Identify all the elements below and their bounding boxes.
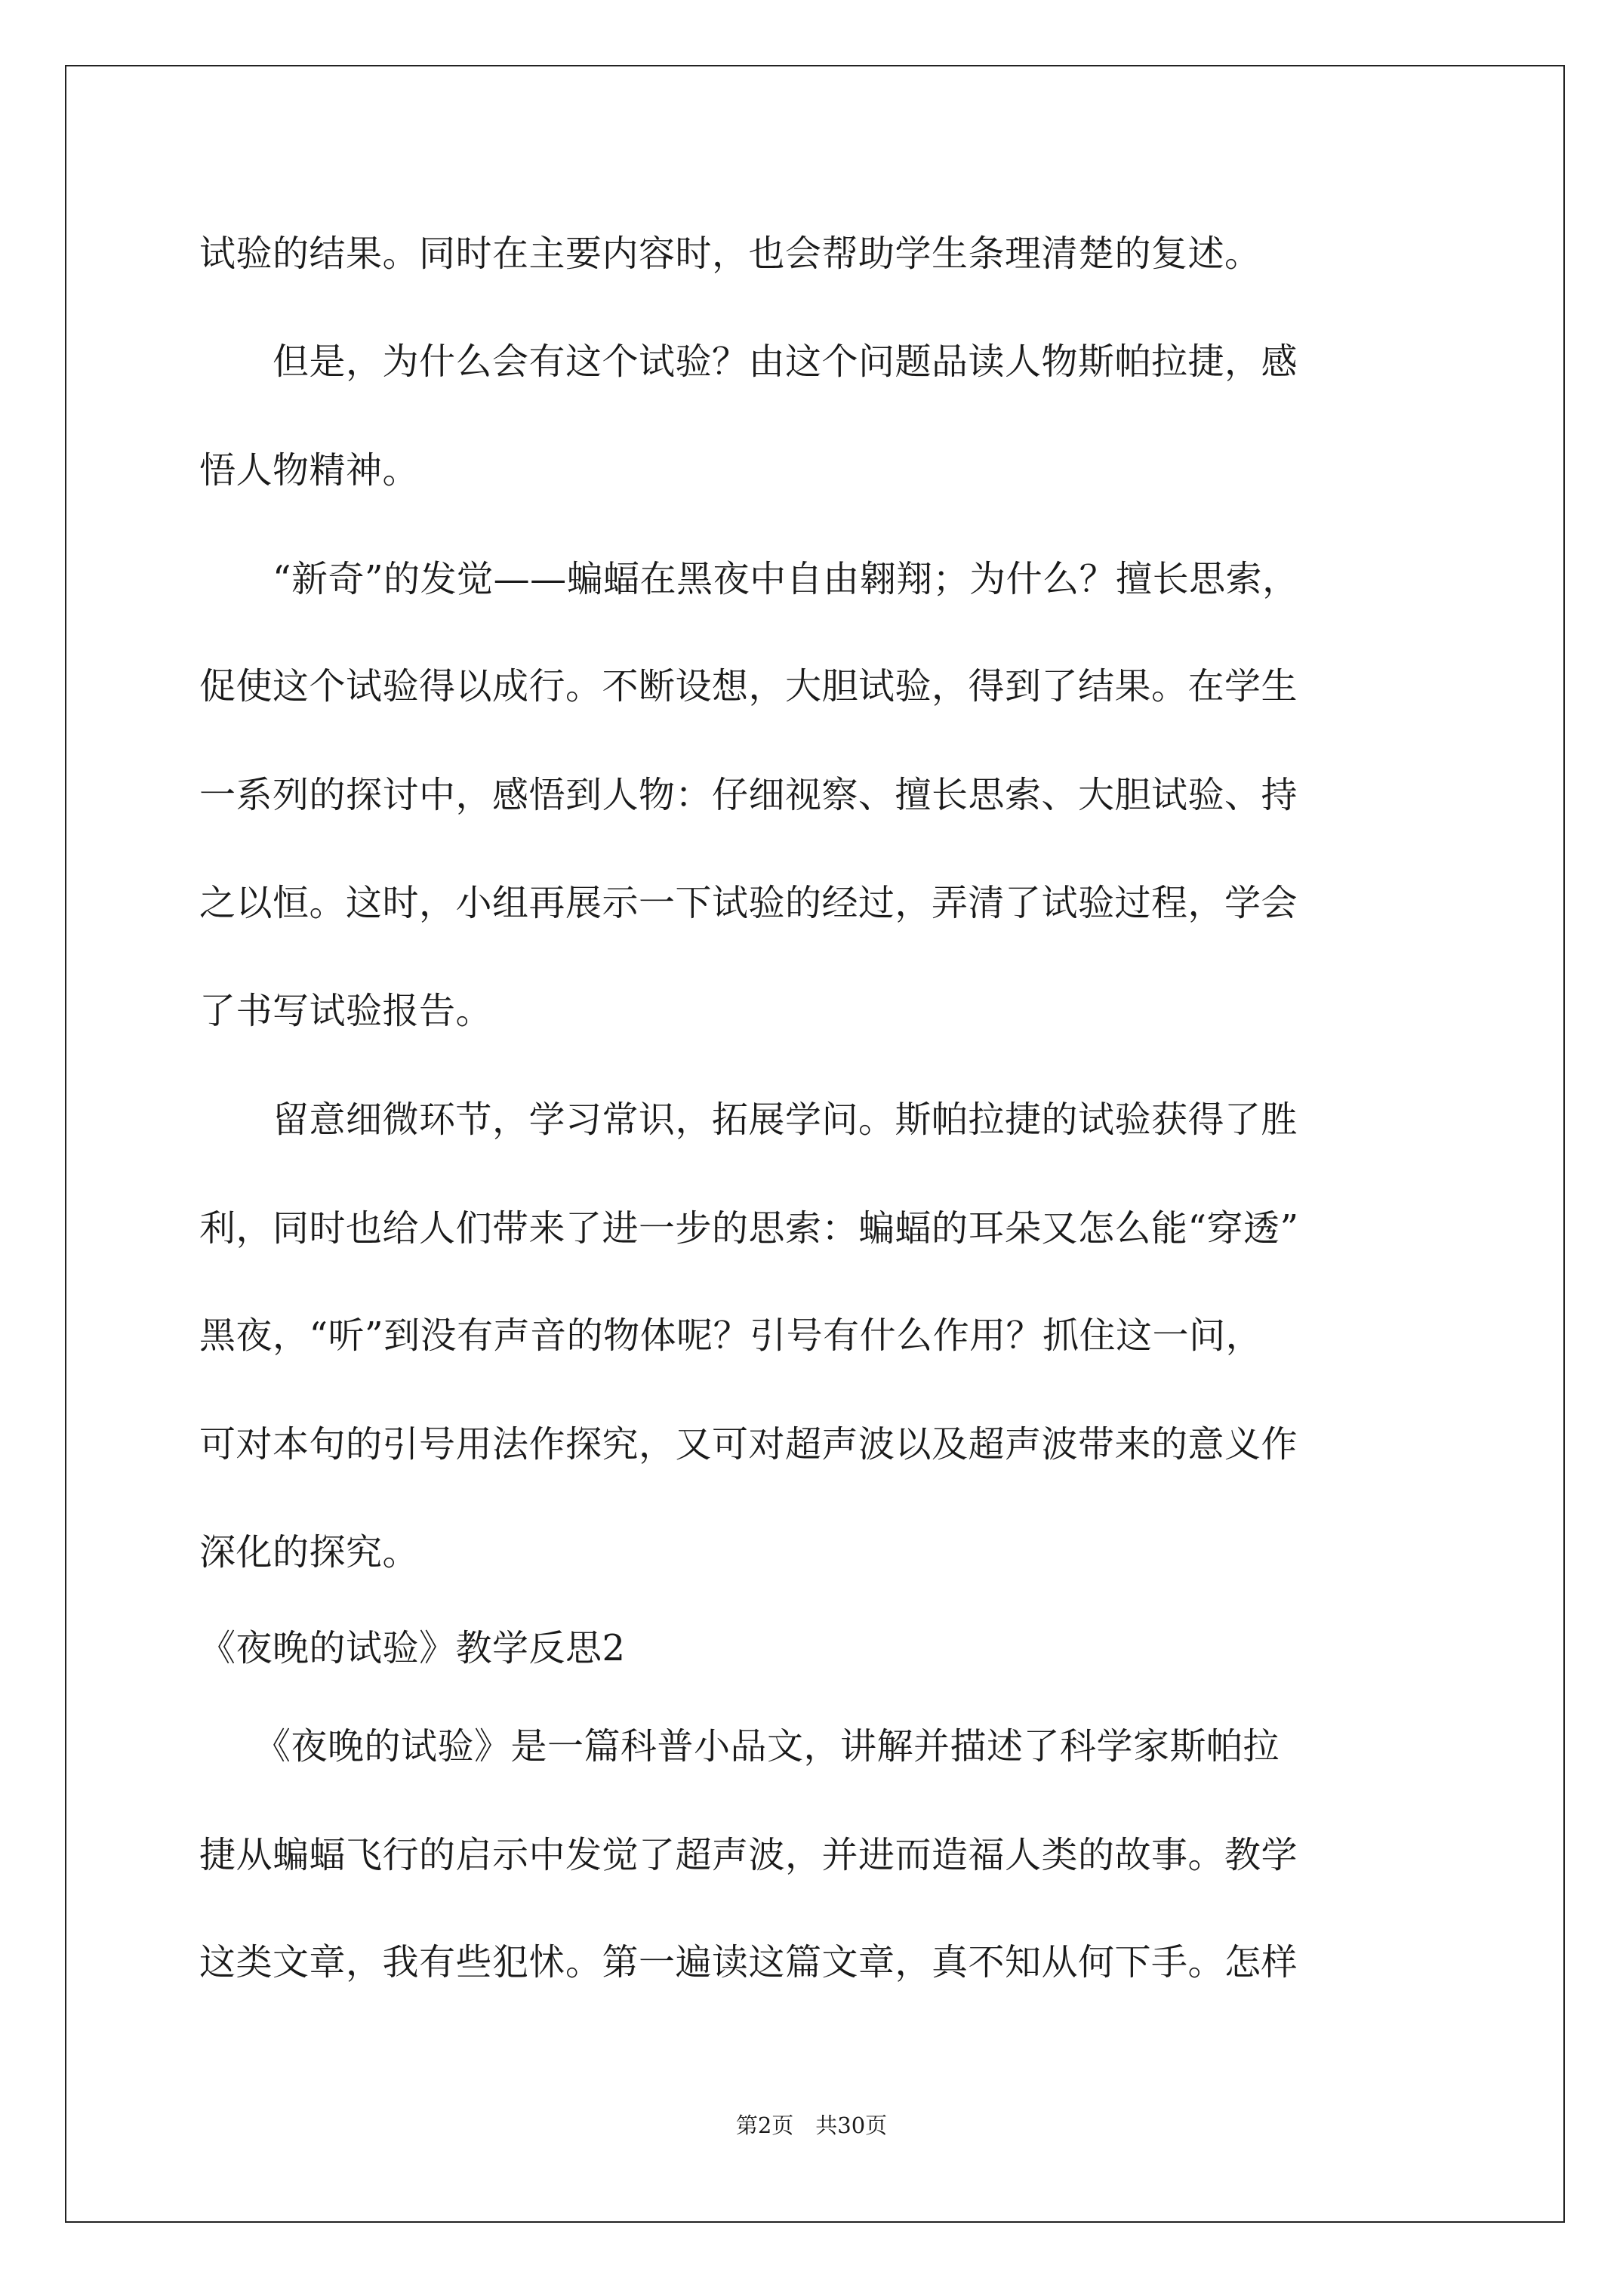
text-line: 留意细微环节，学习常识，拓展学问。斯帕拉捷的试验获得了胜 xyxy=(199,1099,1298,1141)
text-line: 这类文章，我有些犯怵。第一遍读这篇文章，真不知从何下手。怎样 xyxy=(199,1941,1298,1983)
text-line: 一系列的探讨中，感悟到人物：仔细视察、擅长思索、大胆试验、持 xyxy=(199,774,1298,816)
text-line: 黑夜，“听”到没有声音的物体呢？引号有什么作用？抓住这一问， xyxy=(199,1314,1263,1357)
text-line: 之以恒。这时，小组再展示一下试验的经过，弄清了试验过程，学会 xyxy=(199,882,1298,924)
text-line: 促使这个试验得以成行。不断设想，大胆试验，得到了结果。在学生 xyxy=(199,665,1298,707)
text-line: 深化的探究。 xyxy=(199,1531,420,1573)
text-line: 《夜晚的试验》是一篇科普小品文，讲解并描述了科学家斯帕拉 xyxy=(199,1725,1280,1767)
page-number-footer: 第2页 共30页 xyxy=(735,2113,888,2138)
text-line: 可对本句的引号用法作探究，又可对超声波以及超声波带来的意义作 xyxy=(199,1423,1298,1465)
text-line: 利，同时也给人们带来了进一步的思索：蝙蝠的耳朵又怎么能“穿透” xyxy=(199,1207,1299,1250)
text-line: 试验的结果。同时在主要内容时，也会帮助学生条理清楚的复述。 xyxy=(199,233,1261,275)
text-line: “新奇”的发觉——蝙蝠在黑夜中自由翱翔；为什么？擅长思索， xyxy=(199,558,1299,600)
text-line: 捷从蝙蝠飞行的启示中发觉了超声波，并进而造福人类的故事。教学 xyxy=(199,1834,1298,1876)
text-line: 悟人物精神。 xyxy=(199,449,420,492)
section-heading: 《夜晚的试验》教学反思2 xyxy=(199,1627,626,1669)
text-line: 但是，为什么会有这个试验？由这个问题品读人物斯帕拉捷，感 xyxy=(199,341,1298,383)
text-line: 了书写试验报告。 xyxy=(199,990,493,1032)
page-border xyxy=(65,65,1565,2223)
